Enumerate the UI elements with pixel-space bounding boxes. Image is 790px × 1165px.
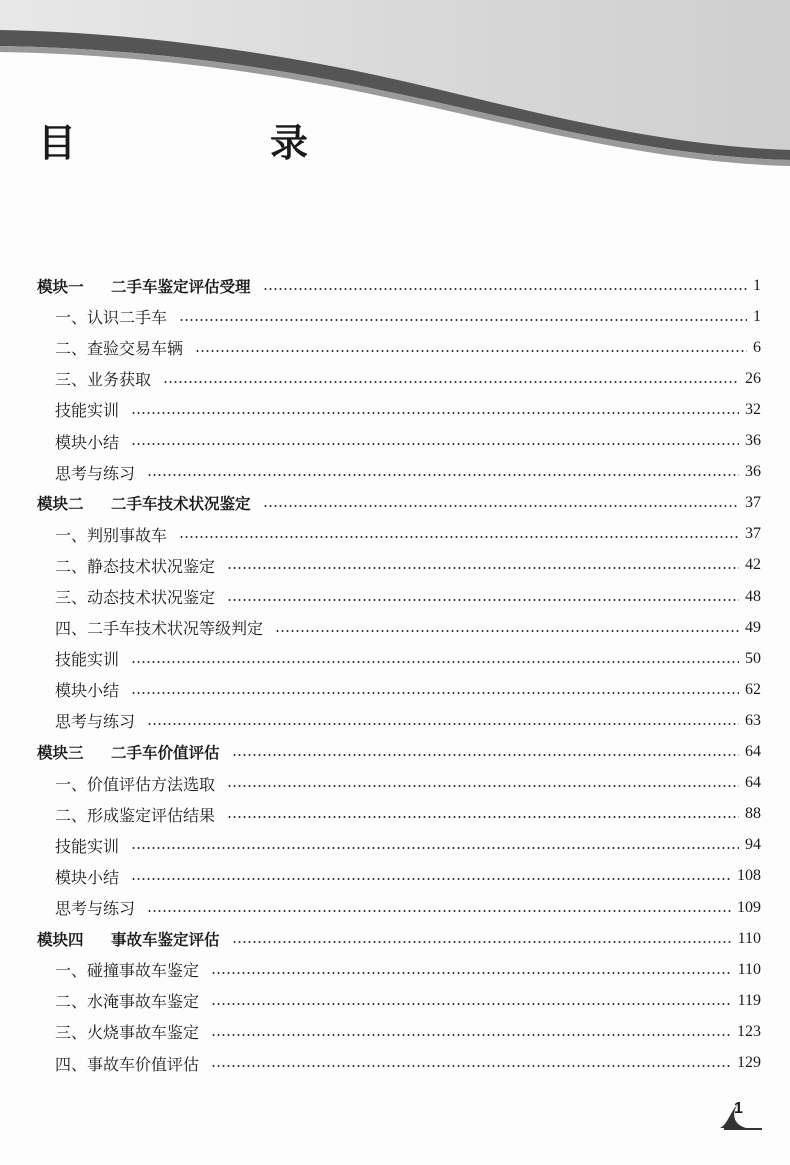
page-title: 目 录 bbox=[38, 120, 387, 165]
toc-entry-title: 一、价值评估方法选取 bbox=[55, 774, 216, 794]
toc-entry[interactable] bbox=[55, 768, 761, 799]
toc-entry[interactable] bbox=[55, 1016, 761, 1047]
toc-module-heading[interactable] bbox=[37, 270, 761, 301]
toc-module-number: 模块一 bbox=[37, 277, 84, 296]
toc-module-number: 模块四 bbox=[37, 930, 84, 949]
toc-leader-dots bbox=[147, 723, 739, 725]
toc-page-number: 1 bbox=[753, 276, 761, 294]
toc-entry[interactable] bbox=[55, 954, 761, 985]
toc-entry-title bbox=[37, 275, 257, 297]
page-number: 1 bbox=[734, 1100, 743, 1117]
toc-entry-title: 思考与练习 bbox=[55, 899, 136, 918]
toc-entry-title: 二、水淹事故车鉴定 bbox=[55, 992, 200, 1012]
toc-entry-title: 思考与练习 bbox=[55, 712, 136, 732]
toc-page-number: 63 bbox=[745, 711, 761, 729]
toc-page-number: 49 bbox=[745, 618, 761, 636]
toc-entry-title: 一、认识二手车 bbox=[55, 308, 168, 328]
toc-leader-dots bbox=[131, 661, 739, 663]
toc-leader-dots bbox=[131, 412, 739, 414]
toc-entry[interactable] bbox=[55, 394, 761, 425]
toc-module-title: 二手车鉴定评估受理 bbox=[111, 277, 251, 296]
toc-leader-dots bbox=[227, 567, 739, 569]
toc-entry-title bbox=[37, 492, 257, 514]
toc-entry[interactable] bbox=[55, 519, 761, 550]
page-number-badge bbox=[718, 1098, 762, 1130]
toc-leader-dots bbox=[227, 785, 739, 787]
toc-page-number: 1 bbox=[753, 307, 761, 325]
toc-entry[interactable] bbox=[55, 332, 761, 363]
toc-entry-title: 一、碰撞事故车鉴定 bbox=[55, 961, 200, 981]
toc-page-number: 36 bbox=[745, 463, 761, 481]
toc-entry-title: 三、动态技术状况鉴定 bbox=[55, 588, 216, 607]
toc-leader-dots bbox=[211, 1065, 731, 1067]
toc-module-heading[interactable] bbox=[37, 737, 761, 768]
toc-leader-dots bbox=[263, 288, 747, 290]
toc-leader-dots bbox=[147, 910, 731, 912]
toc-page-number: 94 bbox=[745, 836, 761, 854]
toc-leader-dots bbox=[131, 878, 731, 880]
toc-leader-dots bbox=[179, 536, 739, 538]
toc-leader-dots bbox=[147, 474, 739, 476]
toc-leader-dots bbox=[211, 1034, 731, 1036]
toc-module-number: 模块二 bbox=[37, 495, 84, 514]
toc-leader-dots bbox=[131, 692, 739, 694]
toc-entry-title: 思考与练习 bbox=[55, 463, 136, 483]
toc-entry-title: 技能实训 bbox=[55, 836, 120, 856]
toc-entry[interactable] bbox=[55, 550, 761, 581]
toc-entry[interactable] bbox=[55, 892, 761, 923]
toc-entry[interactable] bbox=[55, 612, 761, 643]
toc-entry-title bbox=[37, 741, 226, 763]
toc-module-heading[interactable] bbox=[37, 923, 761, 954]
toc-module-title: 事故车鉴定评估 bbox=[111, 930, 220, 949]
toc-leader-dots bbox=[163, 381, 739, 383]
toc-leader-dots bbox=[227, 816, 739, 818]
toc-entry-title bbox=[37, 928, 226, 950]
toc-page-number: 64 bbox=[745, 774, 761, 792]
toc-page-number: 48 bbox=[745, 587, 761, 605]
toc-entry[interactable] bbox=[55, 457, 761, 488]
toc-leader-dots bbox=[211, 972, 732, 974]
toc-page-number: 64 bbox=[745, 743, 761, 760]
toc-page-number: 110 bbox=[737, 929, 761, 947]
toc-page-number: 108 bbox=[737, 867, 761, 885]
toc-page-number: 32 bbox=[745, 400, 761, 418]
toc-entry-title: 模块小结 bbox=[55, 867, 120, 887]
toc-page-number: 42 bbox=[745, 556, 761, 574]
toc-entry[interactable] bbox=[55, 581, 761, 612]
toc-leader-dots bbox=[232, 941, 732, 943]
toc-leader-dots bbox=[227, 599, 739, 601]
toc-page-number: 36 bbox=[745, 432, 761, 449]
toc-entry-title: 技能实训 bbox=[55, 650, 120, 670]
toc-leader-dots bbox=[232, 754, 739, 756]
toc-leader-dots bbox=[179, 319, 747, 321]
toc-entry[interactable] bbox=[55, 861, 761, 892]
toc-page-number: 110 bbox=[737, 960, 761, 978]
toc-page-number: 37 bbox=[745, 494, 761, 512]
toc-entry-title: 二、静态技术状况鉴定 bbox=[55, 556, 216, 576]
toc-entry-title: 一、判别事故车 bbox=[55, 525, 168, 545]
toc-entry-title: 三、火烧事故车鉴定 bbox=[55, 1023, 200, 1043]
toc-page-number: 109 bbox=[737, 898, 761, 916]
toc-entry[interactable] bbox=[55, 1048, 761, 1079]
toc-entry-title: 模块小结 bbox=[55, 681, 120, 701]
toc-module-title: 二手车技术状况鉴定 bbox=[111, 495, 251, 514]
toc-page-number: 26 bbox=[745, 369, 761, 387]
toc-entry[interactable] bbox=[55, 799, 761, 830]
toc-leader-dots bbox=[211, 1003, 732, 1005]
toc-leader-dots bbox=[131, 443, 739, 445]
toc-entry-title: 二、形成鉴定评估结果 bbox=[55, 805, 216, 825]
toc-page-number: 62 bbox=[745, 680, 761, 698]
toc-leader-dots bbox=[131, 847, 739, 849]
toc-leader-dots bbox=[263, 505, 739, 507]
toc-page-number: 37 bbox=[745, 525, 761, 543]
toc-page-number: 123 bbox=[737, 1022, 761, 1040]
toc-page-number: 6 bbox=[753, 338, 761, 356]
toc-entry-title: 三、业务获取 bbox=[55, 370, 152, 390]
toc-page-number: 88 bbox=[745, 805, 761, 823]
toc-entry-title: 技能实训 bbox=[55, 401, 120, 421]
toc-entry[interactable] bbox=[55, 363, 761, 394]
toc-entry[interactable] bbox=[55, 301, 761, 332]
toc-entry[interactable] bbox=[55, 985, 761, 1016]
toc-module-title: 二手车价值评估 bbox=[111, 744, 220, 762]
toc-leader-dots bbox=[195, 350, 747, 352]
toc-entry-title: 模块小结 bbox=[55, 432, 120, 452]
toc-entry-title: 二、查验交易车辆 bbox=[55, 339, 184, 359]
toc-page-number: 50 bbox=[745, 649, 761, 667]
toc-leader-dots bbox=[275, 630, 739, 632]
toc-entry[interactable] bbox=[55, 830, 761, 861]
toc-entry-title: 四、事故车价值评估 bbox=[55, 1054, 200, 1074]
toc-page-number: 129 bbox=[737, 1054, 761, 1071]
toc-module-number: 模块三 bbox=[37, 744, 84, 762]
toc-module-heading[interactable] bbox=[37, 488, 761, 519]
toc-entry[interactable] bbox=[55, 705, 761, 736]
toc-entry-title: 四、二手车技术状况等级判定 bbox=[55, 619, 264, 639]
toc-entry[interactable] bbox=[55, 674, 761, 705]
toc-entry[interactable] bbox=[55, 426, 761, 457]
toc-page-number: 119 bbox=[737, 991, 761, 1009]
toc-entry[interactable] bbox=[55, 643, 761, 674]
